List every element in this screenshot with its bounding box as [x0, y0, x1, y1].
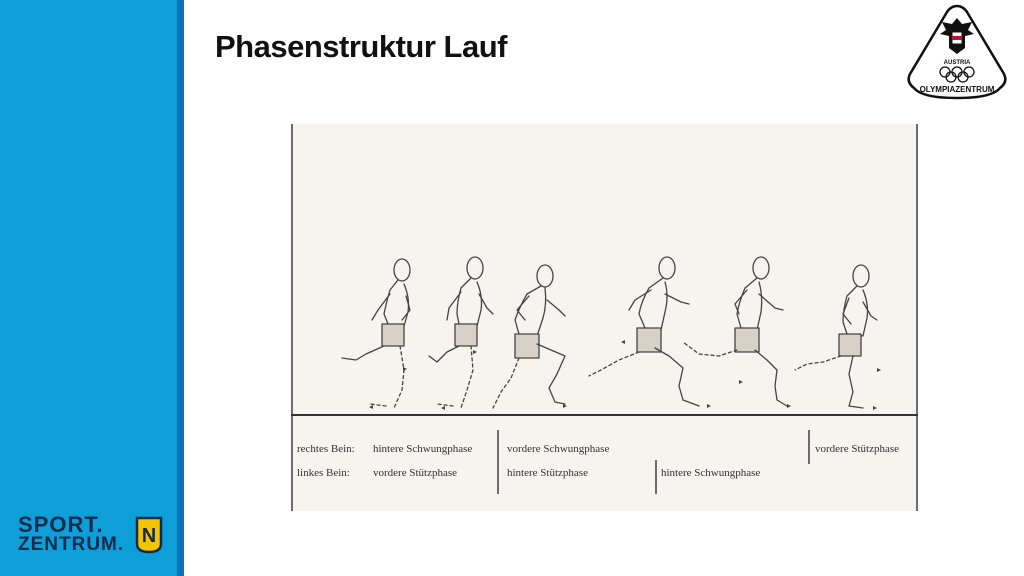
row-label-left-leg: linkes Bein: — [297, 467, 350, 479]
brand-line-1: SPORT. — [18, 512, 104, 537]
phase-label: hintere Schwungphase — [661, 467, 761, 479]
noe-badge-icon — [134, 514, 164, 554]
olympiazentrum-text: OLYMPIAZENTRUM — [919, 85, 995, 94]
runner-figure-2 — [429, 257, 493, 408]
runner-figure-3 — [493, 265, 565, 408]
running-phases-figure — [291, 124, 918, 511]
phase-label: hintere Schwungphase — [373, 443, 473, 455]
phase-label: hintere Stützphase — [507, 467, 588, 479]
runner-figure-1 — [342, 259, 410, 408]
brand-line-2: ZENTRUM. — [18, 534, 125, 555]
svg-text:N: N — [141, 525, 157, 547]
direction-arrow-icons — [369, 340, 881, 410]
slide-title: Phasenstruktur Lauf — [215, 29, 507, 64]
phase-label: vordere Stützphase — [373, 467, 457, 479]
row-label-right-leg: rechtes Bein: — [297, 443, 355, 455]
austria-text: AUSTRIA — [943, 60, 971, 66]
sidebar-edge — [177, 0, 184, 576]
runner-figure-5 — [683, 257, 787, 406]
sidebar-band — [0, 0, 177, 576]
phase-label: vordere Stützphase — [815, 443, 899, 455]
runner-figure-6 — [795, 265, 877, 408]
sport-zentrum-logo — [14, 510, 170, 558]
phase-label: vordere Schwungphase — [507, 443, 610, 455]
olympiazentrum-logo — [900, 2, 1014, 102]
runner-figure-4 — [589, 257, 699, 406]
